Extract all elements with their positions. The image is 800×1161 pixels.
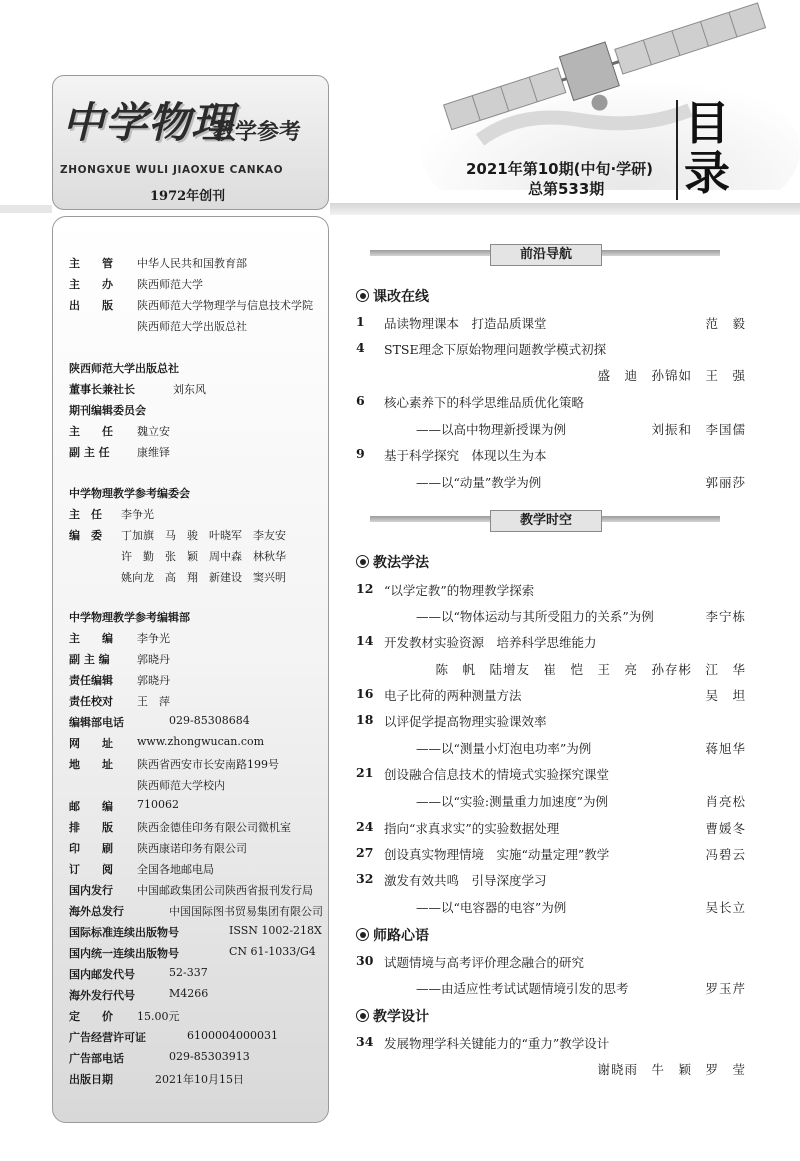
toc-page: 1 (356, 314, 365, 329)
band-teaching: 教学时空 (370, 510, 720, 530)
toc-title: 品读物理课本 打造品质课堂 (384, 316, 547, 331)
toc-page: 4 (356, 340, 365, 355)
toc-author: 吴 坦 (705, 688, 746, 703)
band-frontier: 前沿导航 (370, 244, 720, 264)
toc-subtitle: ——以“动量”教学为例 (416, 475, 542, 490)
toc-title: 开发教材实验资源 培养科学思维能力 (384, 635, 597, 650)
toc-title: 以评促学提高物理实验课效率 (384, 714, 547, 729)
toc-title: 指向“求真求实”的实验数据处理 (384, 821, 560, 836)
toc-page: 32 (356, 871, 374, 886)
toc-author: 冯碧云 (705, 847, 746, 862)
toc-title: 创设真实物理情境 实施“动量定理”教学 (384, 847, 610, 862)
toc-title: 电子比荷的两种测量方法 (384, 688, 522, 703)
toc-subtitle: ——由适应性考试试题情境引发的思考 (416, 981, 629, 996)
toc-author: 范 毅 (705, 316, 746, 331)
toc-page: 12 (356, 581, 374, 596)
header-rule (330, 203, 800, 215)
toc-page: 27 (356, 845, 374, 860)
toc-subtitle: ——以“物体运动与其所受阻力的关系”为例 (416, 609, 654, 624)
toc-page: 9 (356, 446, 365, 461)
toc-title: STSE理念下原始物理问题教学模式初探 (384, 342, 607, 357)
toc-subtitle: ——以“实验:测量重力加速度”为例 (416, 794, 608, 809)
toc-title: 试题情境与高考评价理念融合的研究 (384, 955, 585, 970)
toc-title: 发展物理学科关键能力的“重力”教学设计 (384, 1036, 610, 1051)
journal-pinyin: ZHONGXUE WULI JIAOXUE CANKAO (60, 164, 284, 176)
masthead-panel: 主 管 中华人民共和国教育部 主 办 陕西师范大学 出 版 陕西师范大学物理学与信息技术学院 陕西师范大学出版总社 陕西师范大学出版总社 董事长兼社长 刘东风 期刊编辑委员会 主 任 魏立安 副 主 任 康维铎 中学物理教学参考编委会 主 任 李争光 编 委 丁加旗 马 骏 叶晓军 李友安 许 勤 张 颖 周中森 林秋华 姚向龙 高 翔 新建设 窦兴明 中学物理教学参考编辑部 主 编 李争光 副 主 编 郭晓丹 责任编辑 郭晓丹 责任校对 王 萍 编辑部电话 029-85308684 网 址 www.zhongwucan.com 地 址 陕西省西安市长安南路199号 陕西师范大学校内 邮 编 710062 排 版 陕西金德佳印务有限公司微机室 印 刷 陕西康诺印务有限公司 订 阅 全国各地邮电局 国内发行 中国邮政集团公司陕西省报刊发行局 海外总发行 中国国际图书贸易集团有限公司 国际标准连续出版物号 ISSN 1002-218X 国内统一连续出版物号 CN 61-1033/G4 国内邮发代号 52-337 海外发行代号 M4266 定 价 15.00元 广告经营许可证 6100004000031 广告部电话 029-85303913 出版日期 2021年10月15日 (52, 216, 329, 1123)
header-rule-left (0, 205, 52, 213)
journal-logo: 中学物理 (62, 98, 235, 147)
founded-year: 1972年创刊 (150, 189, 226, 204)
issue-number: 2021年第10期(中旬·学研) (466, 160, 654, 178)
toc-page: 21 (356, 765, 374, 780)
journal-logo-subtitle: 教学参考 (213, 120, 302, 145)
toc-title: 激发有效共鸣 引导深度学习 (384, 873, 547, 888)
toc-subtitle: ——以高中物理新授课为例 (416, 422, 567, 437)
total-issue: 总第533期 (528, 180, 605, 198)
toc-page: 30 (356, 953, 374, 968)
toc-page: 16 (356, 686, 374, 701)
toc-subtitle: ——以“电容器的电容”为例 (416, 900, 567, 915)
section-teacher-notes: 师路心语 (356, 925, 429, 945)
section-methods: 教法学法 (356, 552, 429, 572)
toc-page: 24 (356, 819, 374, 834)
toc-page: 14 (356, 633, 374, 648)
toc-author: 吴长立 (705, 900, 746, 915)
toc-title: 创设融合信息技术的情境式实验探究课堂 (384, 767, 610, 782)
toc-author: 陈 帆 陆增友 崔 恺 王 亮 孙存彬 江 华 (435, 662, 746, 677)
toc-title: “以学定教”的物理教学探索 (384, 583, 535, 598)
dept-title: 中学物理教学参考编辑部 (69, 611, 190, 624)
toc-title: 核心素养下的科学思维品质优化策略 (384, 395, 585, 410)
toc-author: 谢晓雨 牛 颖 罗 莹 (597, 1062, 746, 1077)
section-curriculum: 课改在线 (356, 286, 429, 306)
toc-author: 李宁栋 (705, 609, 746, 624)
toc-author: 蒋旭华 (705, 741, 746, 756)
toc-author: 曹媛冬 (705, 821, 746, 836)
toc-author: 肖亮松 (705, 794, 746, 809)
title-divider (676, 100, 678, 200)
toc-author: 刘振和 李国儒 (651, 422, 746, 437)
board-title: 中学物理教学参考编委会 (69, 487, 190, 500)
contents-title: 目录 (684, 96, 730, 200)
section-design: 教学设计 (356, 1006, 429, 1026)
toc-author: 罗玉芹 (705, 981, 746, 996)
toc-page: 6 (356, 393, 365, 408)
toc-page: 34 (356, 1034, 374, 1049)
toc-page: 18 (356, 712, 374, 727)
toc-author: 郭丽莎 (705, 475, 746, 490)
toc-title: 基于科学探究 体现以生为本 (384, 448, 547, 463)
toc-author: 盛 迪 孙锦如 王 强 (597, 368, 746, 383)
toc-subtitle: ——以“测量小灯泡电功率”为例 (416, 741, 592, 756)
